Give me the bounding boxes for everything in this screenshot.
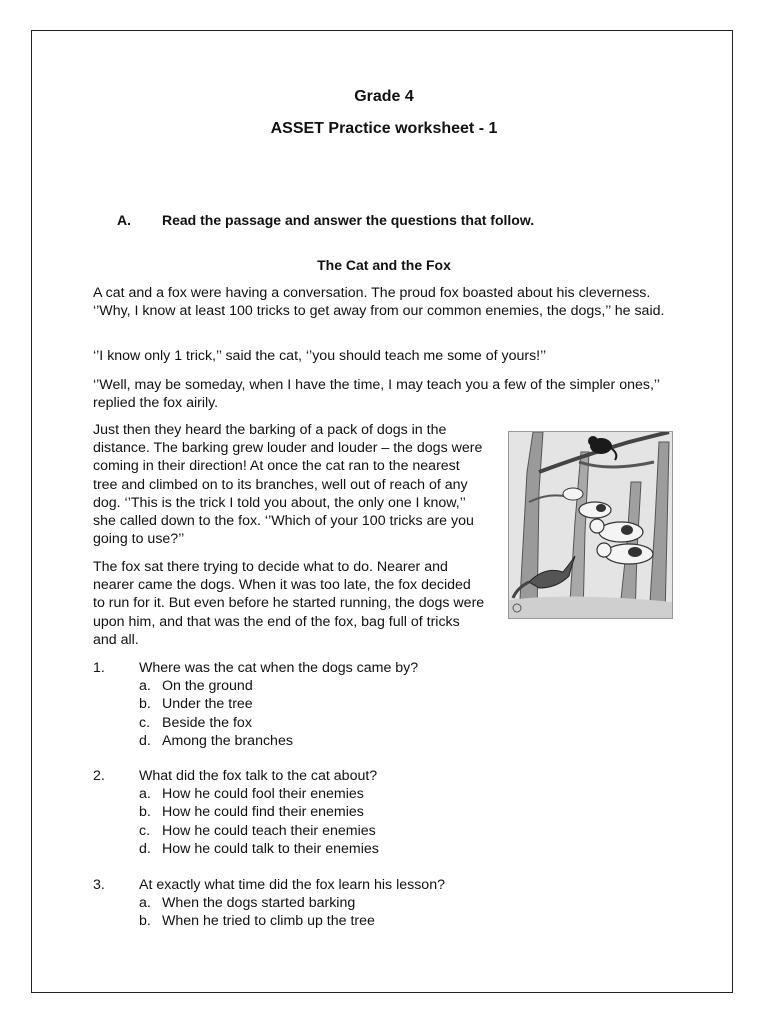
answer-option <box>139 677 293 695</box>
option-text: Beside the fox <box>162 714 252 731</box>
option-letter: d. <box>139 732 151 749</box>
option-letter: b. <box>139 913 151 930</box>
option-text: Under the tree <box>162 696 253 713</box>
option-text: How he could fool their enemies <box>162 786 364 803</box>
answer-option <box>139 714 293 732</box>
question-number: 3. <box>93 877 105 893</box>
option-text: Among the branches <box>162 732 293 749</box>
option-letter: c. <box>139 822 151 839</box>
question-text: What did the fox talk to the cat about? <box>139 768 378 784</box>
option-letter: b. <box>139 696 151 713</box>
answer-option <box>139 822 379 840</box>
option-text: On the ground <box>162 678 253 695</box>
answer-options <box>139 677 293 750</box>
option-text: How he could teach their enemies <box>162 822 376 839</box>
answer-option <box>139 803 379 821</box>
cat-fox-dogs-drawing <box>509 432 672 618</box>
story-paragraph: The fox sat there trying to decide what to do. Nearer and nearer came the dogs. When it was too late, the fox decided to run for it. But even before he started running, the dogs were upon him, and that was the end of the fox, bag full of tricks and all. <box>93 559 485 648</box>
story-title: The Cat and the Fox <box>317 257 451 273</box>
answer-option <box>139 732 293 750</box>
story-paragraph: ‘’Well, may be someday, when I have the time, I may teach you a few of the simpler ones,’’ replied the fox airily. <box>93 377 660 412</box>
answer-option <box>139 840 379 858</box>
section-instruction <box>117 211 534 229</box>
option-letter: a. <box>139 786 151 803</box>
option-text: When the dogs started barking <box>162 895 356 912</box>
option-letter: b. <box>139 804 151 821</box>
worksheet-title: ASSET Practice worksheet - 1 <box>270 120 498 137</box>
section-letter: A. <box>117 212 131 228</box>
answer-option <box>139 695 293 713</box>
answer-options <box>139 785 379 858</box>
grade-heading: Grade 4 <box>354 88 414 105</box>
answer-option <box>139 785 379 803</box>
option-letter: d. <box>139 840 151 857</box>
question-number: 1. <box>93 660 105 676</box>
option-text: How he could find their enemies <box>162 804 364 821</box>
question-text: Where was the cat when the dogs came by? <box>139 660 419 676</box>
question-text: At exactly what time did the fox learn his lesson? <box>139 877 445 893</box>
answer-options <box>139 894 375 930</box>
section-instruction-text: Read the passage and answer the questions that follow. <box>162 212 535 228</box>
option-text: How he could talk to their enemies <box>162 840 379 857</box>
option-letter: a. <box>139 895 151 912</box>
question-number: 2. <box>93 768 105 784</box>
option-letter: a. <box>139 678 151 695</box>
answer-option <box>139 912 375 930</box>
story-paragraph: A cat and a fox were having a conversation. The proud fox boasted about his cleverness. ‘’Why, I know at least 100 tricks to get away from our common enemies, the dogs,’’ he said. <box>93 285 665 320</box>
option-letter: c. <box>139 714 151 731</box>
story-paragraph: ‘’I know only 1 trick,’’ said the cat, ‘’you should teach me some of yours!’’ <box>93 348 547 364</box>
answer-option <box>139 894 375 912</box>
story-paragraph: Just then they heard the barking of a pack of dogs in the distance. The barking grew louder and louder – the dogs were coming in their direction! At once the cat ran to the nearest tree and climbed on to its branches, well out of reach of any dog. ‘’This is the trick I told you about, the only one I know,’’ she called down to the fox. ‘’Which of your 100 tricks are you going to use?’’ <box>93 422 483 548</box>
option-text: When he tried to climb up the tree <box>162 913 375 930</box>
story-illustration <box>508 431 673 619</box>
